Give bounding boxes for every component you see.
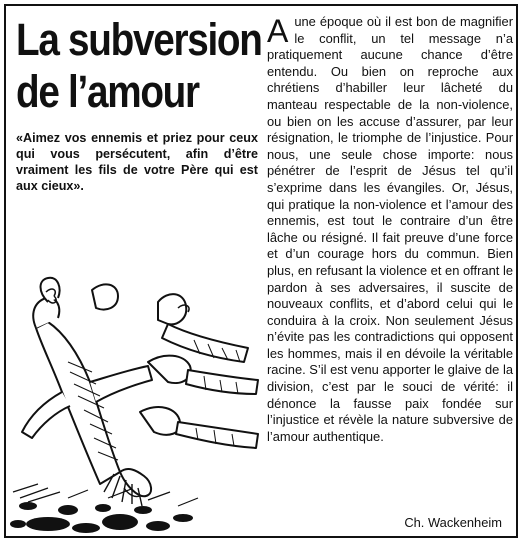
title-block [16, 14, 266, 118]
drop-cap: A [267, 13, 289, 49]
author-signature: Ch. Wackenheim [404, 515, 502, 530]
article-body [267, 14, 513, 445]
article-body-text: une époque où il est bon de magnifier le conflit, un tel message n’a pratiquement aucune chance d’être entendu. Ou bien on reproche aux chrétiens d’habiller leur lâcheté du manteau respectable de la non-violence, ou bien on les accuse d’assurer, par leur résignation, le triomphe de l’injustice. Pour nous, une seule chose importe: nous pénétrer de l’esprit de Jésus tel qu’il s’exprime dans les évangiles. Or, Jésus, qui pratique la non-violence et l’amour des ennemis, est tout le contraire d’un être lâche ou résigné. Il fait preuve d’une force et d’un courage hors du commun. Bien plus, en refusant la violence et en offrant le pardon à ses adversaires, il suscite de nouveaux conflits, et d’abord celui qui le conduira à la croix. Non seulement Jésus n’évite pas les contradictions qui opposent les hommes, mais il en dévoile la véritable racine. S’il est venu apporter le glaive de la division, c’est par le souci de vérité: il dénonce la fausse paix fondée sur l’injustice et révèle la nature subversive de l’amour authentique. [267, 14, 513, 444]
article-title-line-2: de l’amour [16, 66, 199, 117]
crucifixion-illustration [8, 262, 264, 536]
article-title-line-1: La subversion [16, 14, 262, 65]
bible-quote: «Aimez vos ennemis et priez pour ceux qui vous persécutent, afin d’être vraiment les fils de votre Père qui est aux cieux». [16, 131, 258, 193]
article-frame [4, 4, 518, 538]
